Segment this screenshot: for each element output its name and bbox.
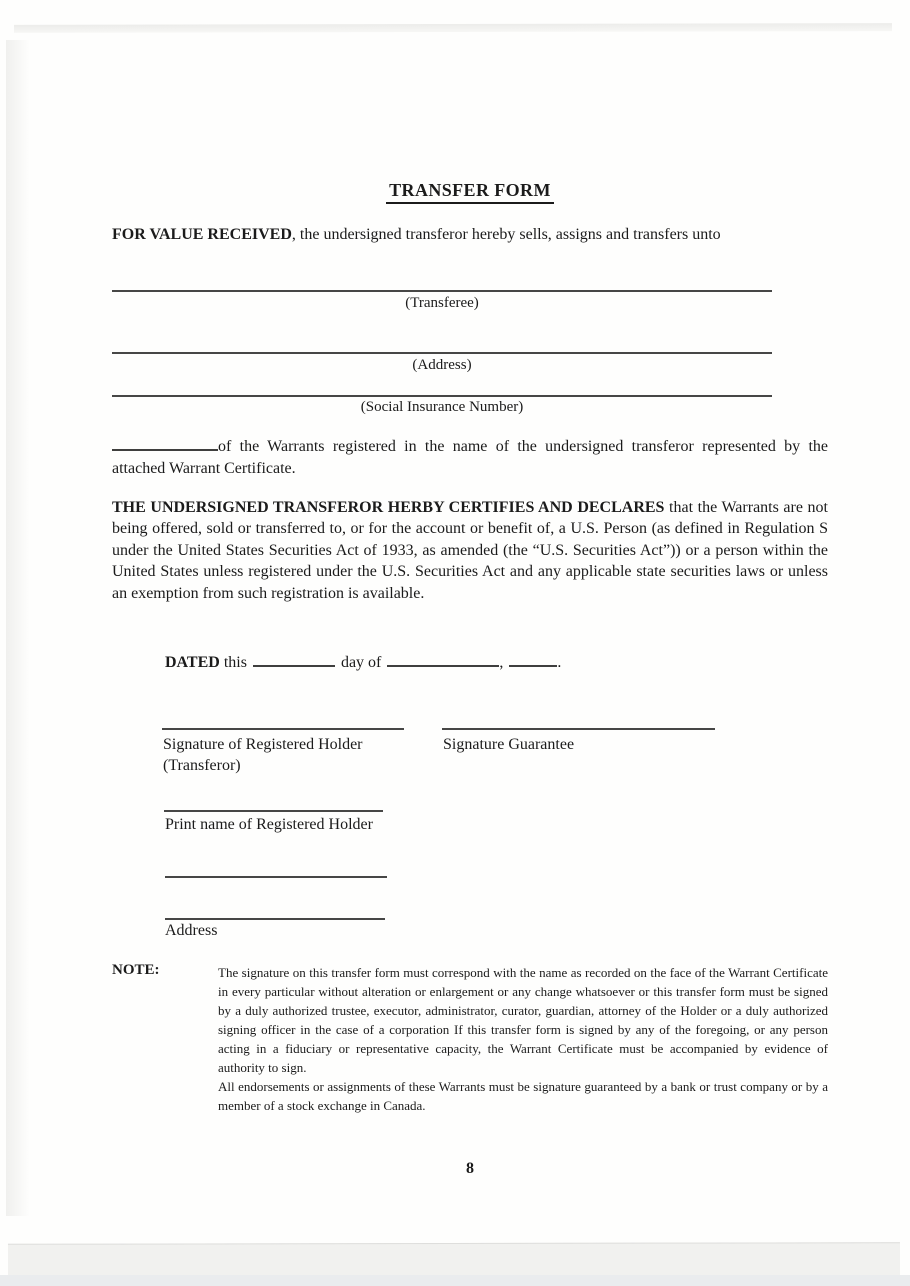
certification-paragraph	[112, 497, 828, 604]
holder-signature-label-text: Signature of Registered Holder	[163, 736, 363, 753]
dated-this-text: this	[223, 654, 247, 672]
note-paragraph-1: The signature on this transfer form must correspond with the name as recorded on the face of the Warrant Certificate in every particular without alteration or enlargement or any change whatsoever or this transfer form must be signed by a duly authorized trustee, executor, administrator, curator, guardian, attorney of the Holder or a duly authorized signing officer in the case of a corporation If this transfer form is signed by any of the foregoing, or any person acting in a fiduciary or representative capacity, the Warrant Certificate must be accompanied by evidence of authority to sign.	[218, 965, 828, 1075]
note-text-block	[218, 963, 828, 1115]
holder-signature-label	[163, 734, 433, 776]
note-label: NOTE:	[112, 962, 160, 978]
scan-artifact-bottom	[8, 1242, 900, 1277]
dated-label: DATED	[165, 654, 220, 672]
address-blank-line	[112, 352, 772, 354]
scan-artifact-left	[6, 40, 30, 1216]
page-title: TRANSFER FORM	[386, 180, 554, 204]
transferor-sub-label: (Transferor)	[163, 757, 241, 774]
page-number: 8	[466, 1160, 474, 1177]
guarantee-signature-label: Signature Guarantee	[443, 736, 575, 753]
dated-comma: ,	[499, 654, 504, 672]
sin-label: (Social Insurance Number)	[360, 399, 524, 415]
holder-address-line	[165, 918, 385, 920]
dated-month-blank	[387, 650, 499, 667]
intro-paragraph	[112, 224, 828, 245]
sin-blank-line	[112, 395, 772, 397]
dated-year-blank	[509, 650, 557, 667]
print-name-label: Print name of Registered Holder	[165, 816, 373, 833]
certification-rest: that the Warrants are not being offered, sold or transferred to, or for the account or benefit of, a U.S. Person (as defined in Regulation S under the United States Securities Act of 1933, as amended (the “U.S. Securities Act”)) or a person within the United States unless registered under the U.S. Securities Act and any applicable state securities laws or unless an exemption from such registration is available.	[112, 499, 828, 602]
dated-period: .	[557, 654, 562, 672]
warrants-clause	[112, 434, 828, 479]
intro-rest: , the undersigned transferor hereby sells, assigns and transfers unto	[291, 226, 721, 243]
warrant-quantity-blank	[112, 434, 218, 451]
warrants-clause-text: of the Warrants registered in the name of the undersigned transferor represented by the attached Warrant Certificate.	[112, 438, 828, 477]
transferee-blank-line	[112, 290, 772, 292]
print-name-line	[164, 810, 383, 812]
holder-signature-line	[162, 728, 404, 730]
extra-blank-line	[165, 876, 387, 878]
certification-lead: THE UNDERSIGNED TRANSFEROR HERBY CERTIFIES AND DECLARES	[112, 499, 665, 516]
title-block	[112, 180, 828, 204]
dated-line	[165, 650, 561, 672]
dated-day-blank	[253, 650, 335, 667]
scan-artifact-top	[14, 23, 892, 33]
dated-dayof-text: day of	[340, 654, 382, 672]
address-label: (Address)	[412, 357, 472, 373]
note-paragraph-2: All endorsements or assignments of these Warrants must be signature guaranteed by a bank or trust company or by a member of a stock exchange in Canada.	[218, 1079, 828, 1113]
scan-artifact-bottom-strip	[0, 1275, 910, 1286]
intro-lead: FOR VALUE RECEIVED	[112, 226, 292, 243]
holder-address-label: Address	[165, 922, 218, 939]
transferee-label: (Transferee)	[405, 295, 479, 311]
guarantee-signature-line	[442, 728, 715, 730]
